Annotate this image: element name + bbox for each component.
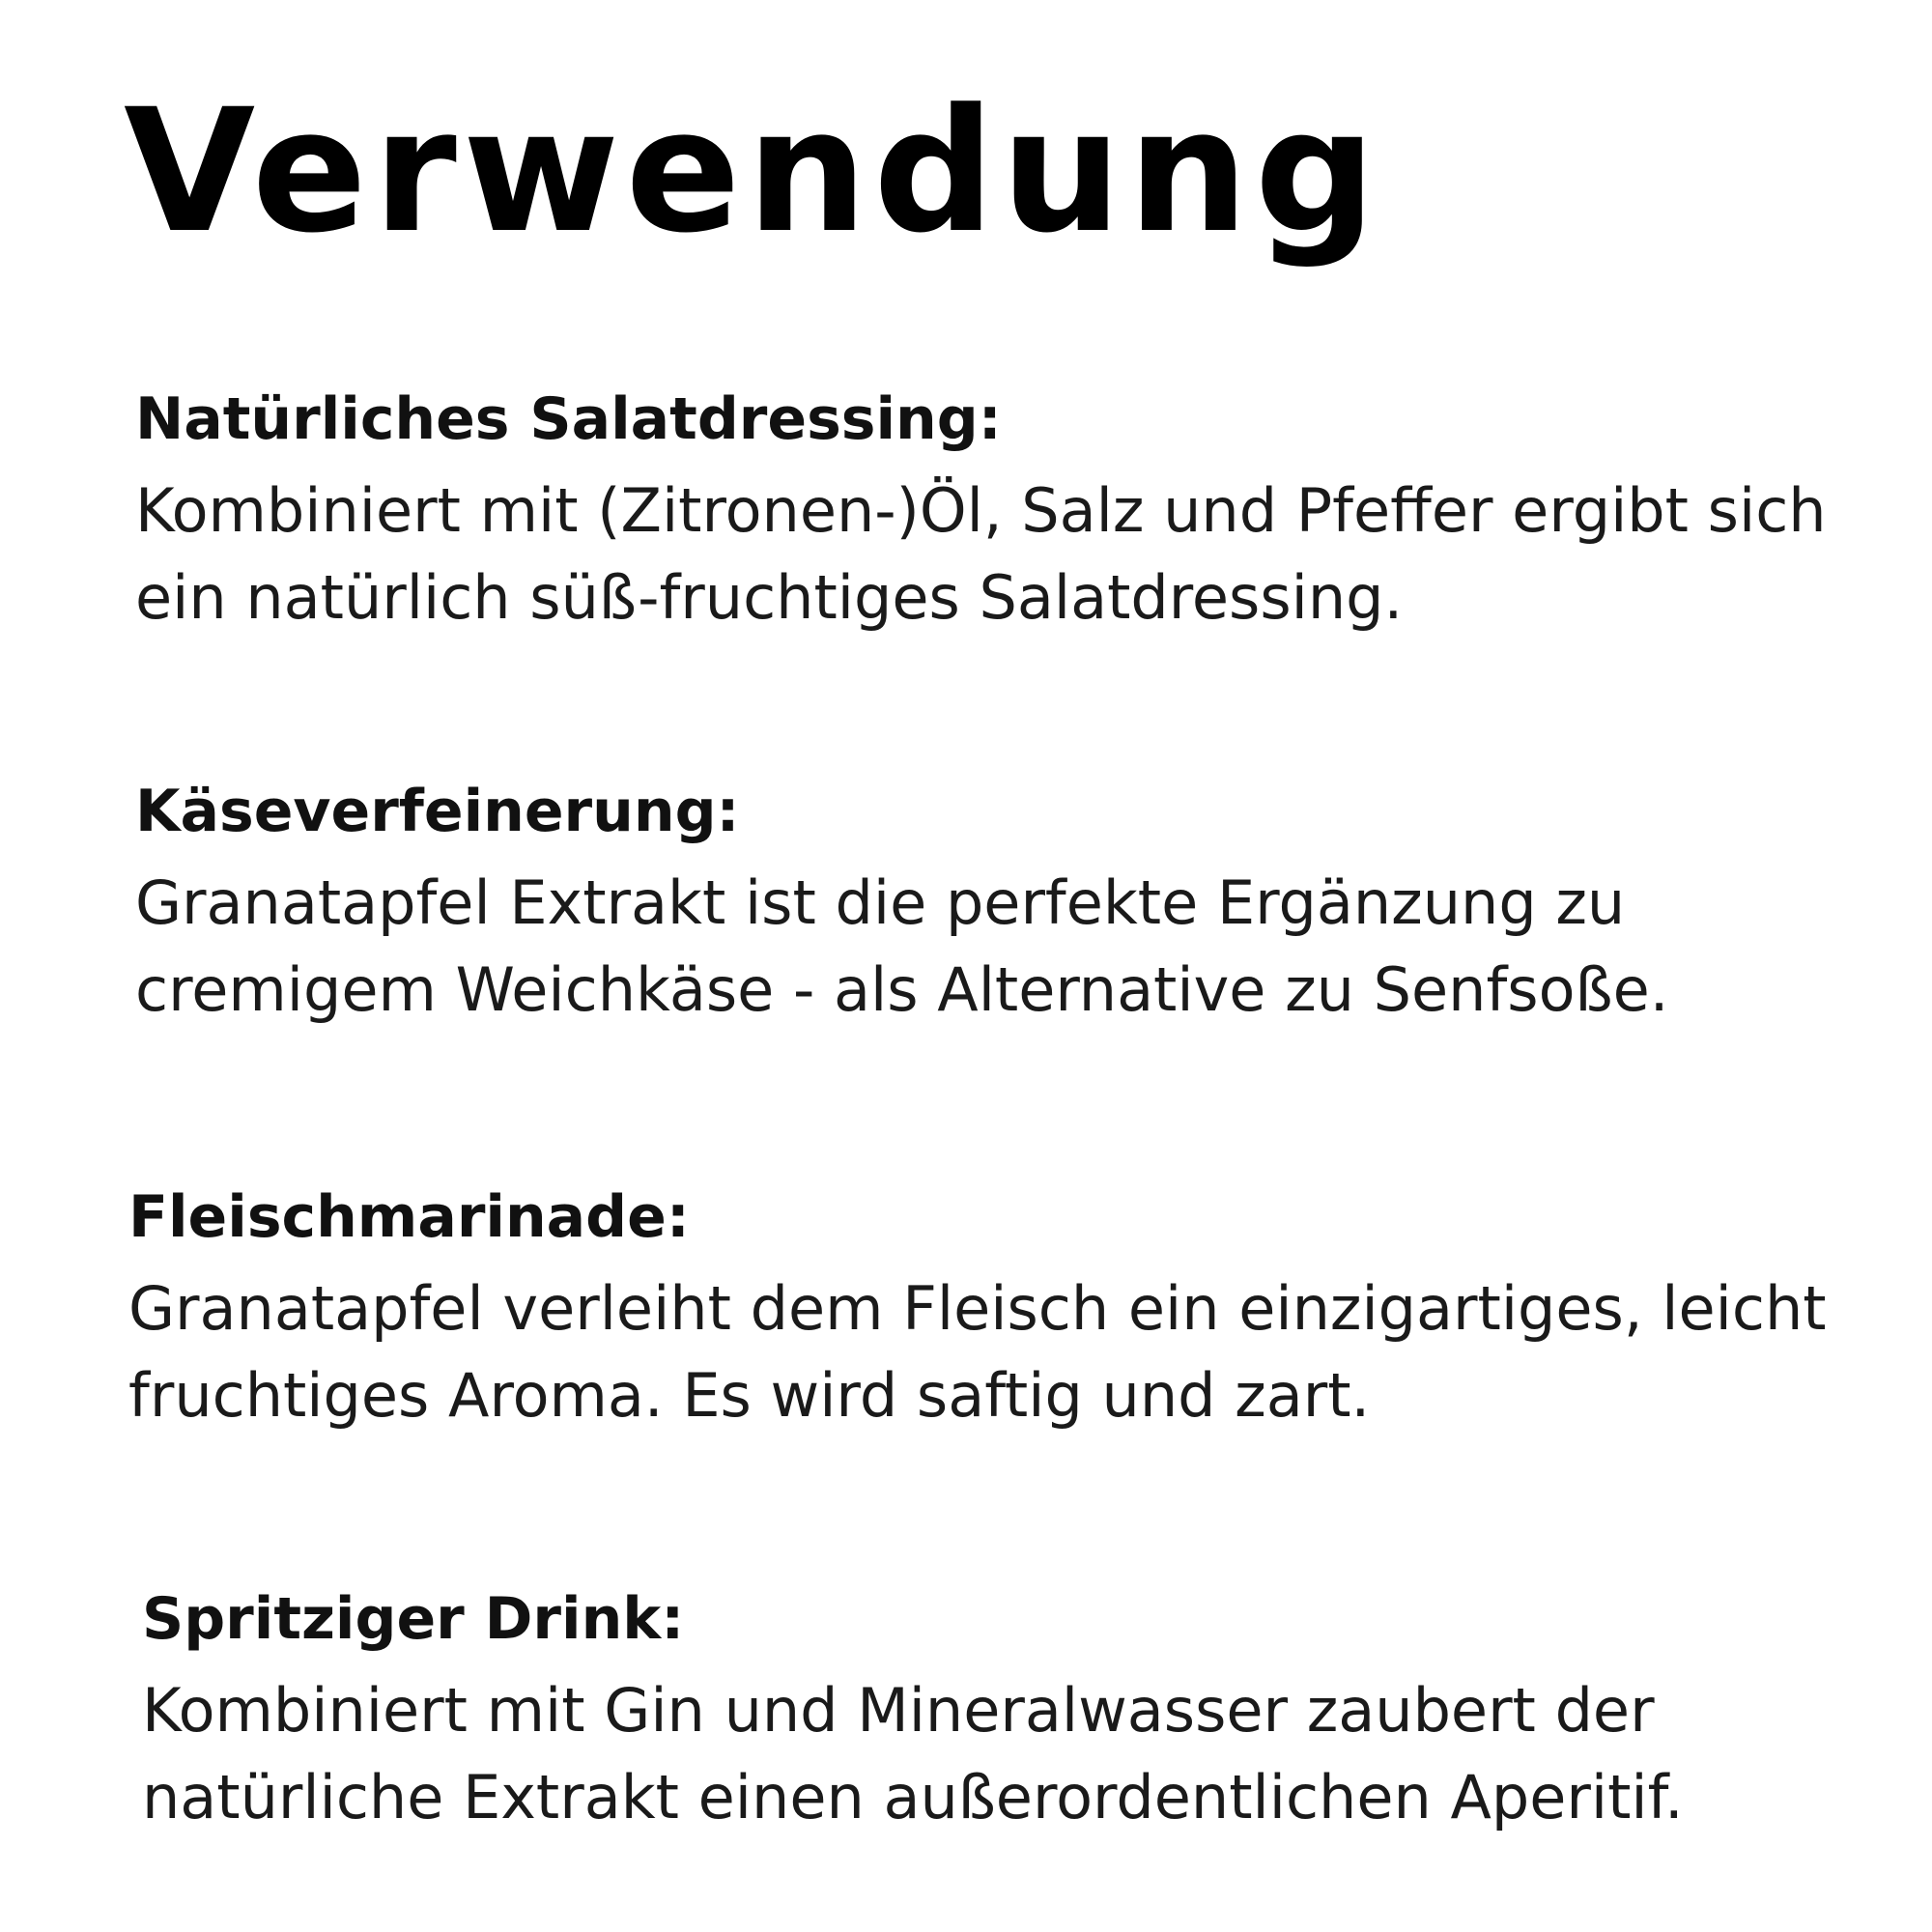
- section-heading: Natürliches Salatdressing:: [135, 385, 1002, 453]
- section-text: [135, 860, 1874, 1034]
- section-heading: Fleischmarinade:: [128, 1183, 690, 1251]
- section-text-line: Granatapfel Extrakt ist die perfekte Ergänzung zu: [135, 867, 1626, 938]
- section-text-line: ein natürlich süß-fruchtiges Salatdressing.: [135, 562, 1404, 633]
- section-text: [135, 468, 1874, 641]
- section-text-line: cremigem Weichkäse - als Alternative zu Senfsoße.: [135, 954, 1669, 1025]
- section-fleischmarinade: [128, 1179, 1867, 1439]
- section-heading: Käseverfeinerung:: [135, 778, 740, 845]
- section-kaeseverfeinerung: [135, 773, 1874, 1034]
- section-text-line: fruchtiges Aroma. Es wird saftig und zart.: [128, 1360, 1371, 1431]
- section-heading: Spritziger Drink:: [142, 1585, 685, 1653]
- section-text-line: Kombiniert mit (Zitronen-)Öl, Salz und Pfeffer ergibt sich: [135, 475, 1827, 546]
- section-spritziger-drink: [142, 1580, 1881, 1841]
- page-title: Verwendung: [124, 72, 1382, 270]
- section-text: [142, 1667, 1881, 1841]
- section-salatdressing: [135, 381, 1874, 641]
- section-text-line: Kombiniert mit Gin und Mineralwasser zaubert der: [142, 1675, 1655, 1746]
- section-text-line: natürliche Extrakt einen außerordentlichen Aperitif.: [142, 1762, 1684, 1833]
- section-text: [128, 1265, 1867, 1439]
- section-text-line: Granatapfel verleiht dem Fleisch ein einzigartiges, leicht: [128, 1273, 1827, 1344]
